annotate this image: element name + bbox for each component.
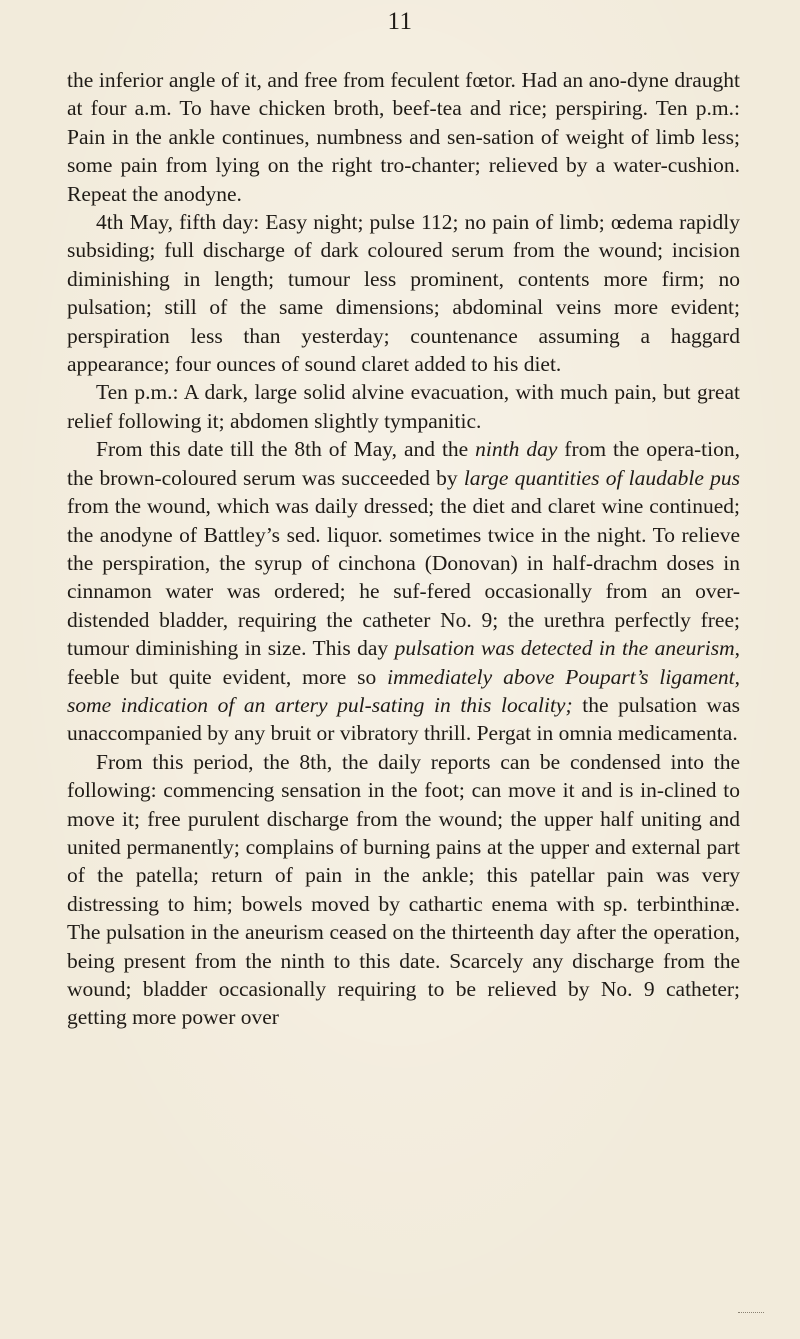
paragraph-5 xyxy=(67,748,740,1032)
italic-run: large quantities of laudable pus xyxy=(463,465,741,490)
body-text xyxy=(67,66,740,1032)
paragraph-1 xyxy=(67,66,740,208)
paragraph-4 xyxy=(67,435,740,747)
text-run: the inferior angle of it, and free from feculent fœtor. Had an ano-dyne draught at four a.m. To have chicken broth, beef-tea and rice; perspiring. Ten p.m.: Pain in the ankle continues, numbness and sen-sation of weight of limb less; some pain from lying on the right tro-chanter; relieved by a water-cushion. Repeat the anodyne. xyxy=(67,68,740,206)
text-run: 4th May, fifth day: Easy night; pulse 112; no pain of limb; œdema rapidly subsiding; full discharge of dark coloured serum from the wound; incision diminishing in length; tumour less prominent, contents more firm; no pulsation; still of the same dimensions; abdominal veins more evident; perspiration less than yesterday; countenance assuming a haggard appearance; four ounces of sound claret added to his diet. xyxy=(67,210,740,377)
italic-run: ninth day xyxy=(475,437,558,462)
text-run: from the wound, which was daily dressed; the diet and claret wine continued; the anodyne of Battley’s sed. liquor. sometimes twice in the night. To relieve the perspiration, the syrup of cinchona (Donovan) in half-drachm doses in cinnamon water was ordered; he suf-fered occasionally from an over-distended bladder, requiring the catheter No. 9; the urethra perfectly free; tumour diminishing in size. This day xyxy=(67,494,740,661)
text-run: the pulsation was unaccompanied by any bruit or vibratory thrill. Pergat in omnia medicamenta. xyxy=(67,692,740,746)
text-run: From this date till the 8th of May, and the xyxy=(96,437,476,462)
italic-run: some indication of an artery pul-sating in this locality; xyxy=(67,692,573,717)
text-run: , xyxy=(734,664,740,689)
text-run: , feeble but quite evident, more so xyxy=(67,636,740,689)
text-run: From this period, the 8th, the daily reports can be condensed into the following: commencing sensation in the foot; can move it and is in-clined to move it; free purulent discharge from the wound; the upper half uniting and united permanently; complains of burning pains at the upper and external part of the patella; return of pain in the ankle; this patellar pain was very distressing to him; bowels moved by cathartic enema with sp. terbinthinæ. The pulsation in the aneurism ceased on the thirteenth day after the operation, being present from the ninth to this date. Scarcely any discharge from the wound; bladder occasionally requiring to be relieved by No. 9 catheter; getting more power over xyxy=(67,749,740,1030)
printer-mark xyxy=(738,1312,764,1315)
page-number: 11 xyxy=(387,8,413,35)
paragraph-2 xyxy=(67,208,740,378)
italic-run: immediately above Poupart’s ligament xyxy=(387,664,735,689)
text-run: from the opera-tion, the brown-coloured serum was succeeded by xyxy=(67,437,740,490)
text-run: Ten p.m.: A dark, large solid alvine evacuation, with much pain, but great relief following it; abdomen slightly tympanitic. xyxy=(67,380,740,433)
italic-run: pulsation was detected in the aneurism xyxy=(394,636,735,661)
paragraph-3 xyxy=(67,378,740,435)
